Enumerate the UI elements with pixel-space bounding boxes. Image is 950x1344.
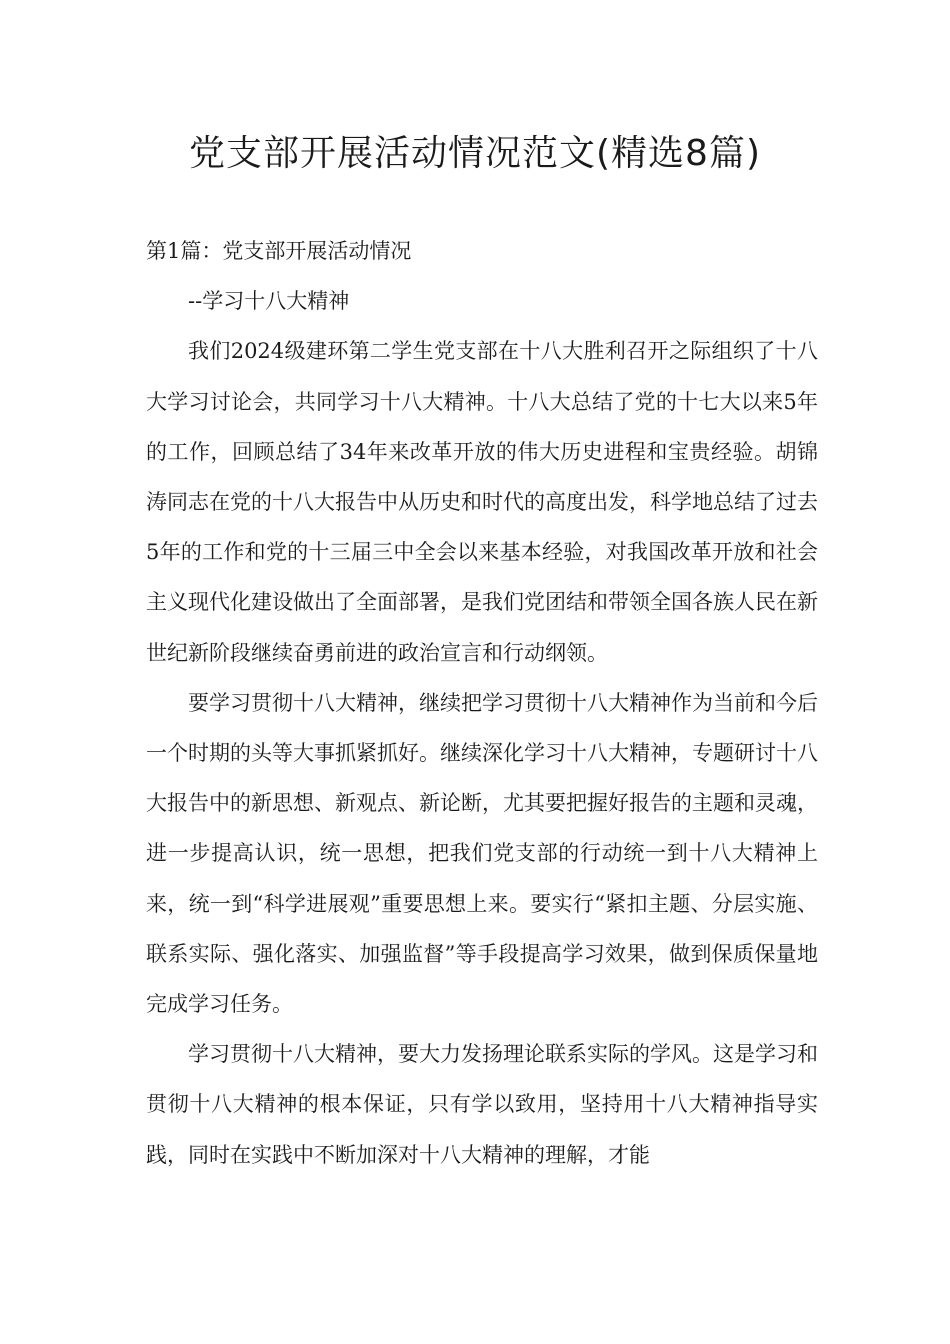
- paragraph: 我们2024级建环第二学生党支部在十八大胜利召开之际组织了十八大学习讨论会，共同学习十八大精神。十八大总结了党的十七大以来5年的工作，回顾总结了34年来改革开放的伟大历史进程和宝贵经验。胡锦涛同志在党的十八大报告中从历史和时代的高度出发，科学地总结了过去5年的工作和党的十三届三中全会以来基本经验，对我国改革开放和社会主义现代化建设做出了全面部署，是我们党团结和带领全国各族人民在新世纪新阶段继续奋勇前进的政治宣言和行动纲领。: [146, 339, 818, 665]
- document-title: 党支部开展活动情况范文(精选8篇): [189, 133, 761, 174]
- document-body: [146, 226, 818, 1180]
- paragraph: 要学习贯彻十八大精神，继续把学习贯彻十八大精神作为当前和今后一个时期的头等大事抓紧抓好。继续深化学习十八大精神，专题研讨十八大报告中的新思想、新观点、新论断，尤其要把握好报告的主题和灵魂，进一步提高认识，统一思想，把我们党支部的行动统一到十八大精神上来，统一到“科学进展观”重要思想上来。要实行“紧扣主题、分层实施、联系实际、强化落实、加强监督”等手段提高学习效果，做到保质保量地完成学习任务。: [146, 690, 818, 1017]
- section-subtitle: --学习十八大精神: [188, 289, 350, 314]
- section-heading: 第1篇：党支部开展活动情况: [146, 239, 412, 263]
- paragraph: 学习贯彻十八大精神，要大力发扬理论联系实际的学风。这是学习和贯彻十八大精神的根本保证，只有学以致用，坚持用十八大精神指导实践，同时在实践中不断加深对十八大精神的理解，才能: [146, 1042, 818, 1167]
